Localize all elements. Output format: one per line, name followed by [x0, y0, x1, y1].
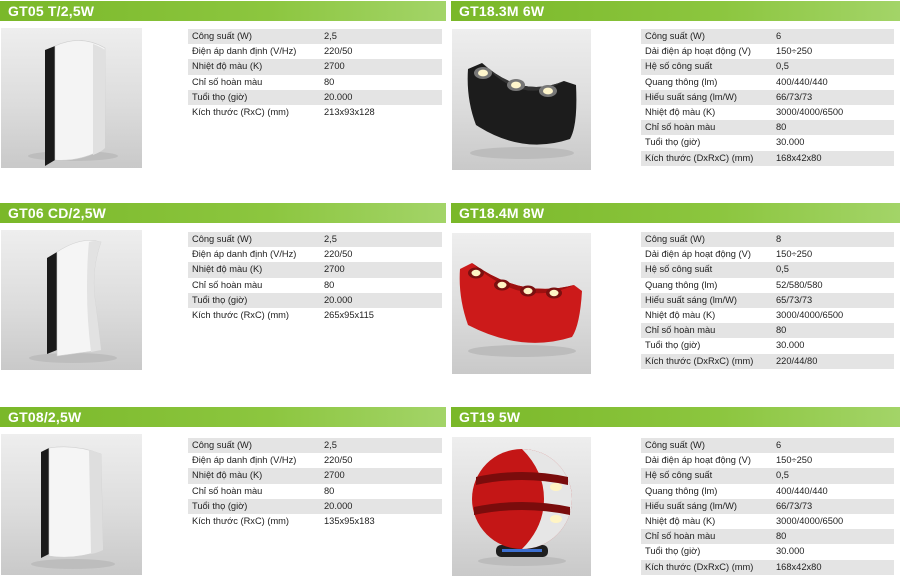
spec-row: [641, 544, 894, 559]
spec-row: [188, 75, 442, 90]
product-image-gt19: [452, 437, 591, 576]
spec-row: [188, 484, 442, 499]
spec-label: Kích thước (DxRxC) (mm): [641, 354, 772, 369]
spec-label: Chỉ số hoàn màu: [188, 484, 320, 499]
spec-value: 150÷250: [772, 44, 894, 59]
spec-row: [641, 29, 894, 44]
spec-value: 65/73/73: [772, 293, 894, 308]
spec-row: [641, 354, 894, 369]
spec-value: 400/440/440: [772, 484, 894, 499]
spec-value: 3000/4000/6500: [772, 514, 894, 529]
spec-label: Công suất (W): [641, 438, 772, 453]
product-title: GT05 T/2,5W: [8, 3, 95, 19]
spec-row: [641, 453, 894, 468]
spec-value: 220/44/80: [772, 354, 894, 369]
spec-row: [641, 105, 894, 120]
product-image-gt18-3m: [452, 29, 591, 170]
spec-label: Tuổi thọ (giờ): [641, 135, 772, 150]
product-header-gt18-3m: [451, 1, 900, 21]
spec-row: [641, 135, 894, 150]
spec-label: Hiếu suất sáng (lm/W): [641, 499, 772, 514]
spec-label: Hệ số công suất: [641, 468, 772, 483]
spec-value: 213x93x128: [320, 105, 442, 120]
spec-value: 80: [772, 120, 894, 135]
spec-row: [188, 468, 442, 483]
spec-value: 220/50: [320, 453, 442, 468]
product-image-gt06: [1, 230, 142, 370]
spec-value: 135x95x183: [320, 514, 442, 529]
spec-value: 168x42x80: [772, 151, 894, 166]
spec-label: Dải điện áp hoạt động (V): [641, 44, 772, 59]
spec-row: [188, 262, 442, 277]
spec-label: Điện áp danh định (V/Hz): [188, 44, 320, 59]
product-header-gt06: [0, 203, 446, 223]
spec-label: Nhiệt độ màu (K): [188, 262, 320, 277]
spec-value: 400/440/440: [772, 75, 894, 90]
spec-value: 168x42x80: [772, 560, 894, 575]
spec-value: 80: [320, 278, 442, 293]
spec-value: 3000/4000/6500: [772, 308, 894, 323]
spec-value: 3000/4000/6500: [772, 105, 894, 120]
spec-value: 30.000: [772, 135, 894, 150]
spec-row: [641, 90, 894, 105]
spec-label: Hệ số công suất: [641, 262, 772, 277]
spec-value: 2700: [320, 59, 442, 74]
spec-value: 20.000: [320, 293, 442, 308]
spec-label: Kích thước (DxRxC) (mm): [641, 560, 772, 575]
spec-value: 220/50: [320, 44, 442, 59]
spec-row: [188, 438, 442, 453]
spec-row: [188, 105, 442, 120]
spec-value: 30.000: [772, 544, 894, 559]
spec-label: Công suất (W): [641, 29, 772, 44]
spec-label: Kích thước (RxC) (mm): [188, 514, 320, 529]
spec-row: [188, 59, 442, 74]
spec-label: Chỉ số hoàn màu: [188, 278, 320, 293]
spec-row: [188, 453, 442, 468]
product-title: GT19 5W: [459, 409, 521, 425]
product-header-gt18-4m: [451, 203, 900, 223]
product-header-gt08: [0, 407, 446, 427]
spec-label: Kích thước (RxC) (mm): [188, 105, 320, 120]
spec-value: 80: [320, 484, 442, 499]
spec-value: 2,5: [320, 29, 442, 44]
spec-row: [188, 499, 442, 514]
spec-label: Tuổi thọ (giờ): [641, 338, 772, 353]
spec-row: [641, 151, 894, 166]
spec-label: Kích thước (RxC) (mm): [188, 308, 320, 323]
spec-value: 80: [772, 529, 894, 544]
product-title: GT06 CD/2,5W: [8, 205, 107, 221]
spec-label: Kích thước (DxRxC) (mm): [641, 151, 772, 166]
spec-value: 150÷250: [772, 453, 894, 468]
spec-table-gt18-3m: [641, 29, 894, 166]
spec-label: Chỉ số hoàn màu: [188, 75, 320, 90]
spec-row: [188, 247, 442, 262]
spec-row: [188, 293, 442, 308]
product-image-gt08: [1, 434, 142, 575]
spec-row: [641, 44, 894, 59]
spec-value: 8: [772, 232, 894, 247]
spec-value: 20.000: [320, 499, 442, 514]
spec-row: [641, 120, 894, 135]
spec-row: [641, 278, 894, 293]
spec-row: [641, 514, 894, 529]
spec-label: Hiếu suất sáng (lm/W): [641, 90, 772, 105]
spec-row: [641, 323, 894, 338]
spec-label: Nhiệt độ màu (K): [641, 308, 772, 323]
product-title: GT08/2,5W: [8, 409, 82, 425]
spec-label: Chỉ số hoàn màu: [641, 529, 772, 544]
spec-label: Dải điện áp hoạt động (V): [641, 247, 772, 262]
product-image-gt05: [1, 28, 142, 168]
spec-row: [188, 514, 442, 529]
spec-label: Điện áp danh định (V/Hz): [188, 247, 320, 262]
spec-row: [641, 529, 894, 544]
spec-label: Nhiệt độ màu (K): [641, 514, 772, 529]
spec-label: Chỉ số hoàn màu: [641, 120, 772, 135]
spec-label: Chỉ số hoàn màu: [641, 323, 772, 338]
spec-value: 220/50: [320, 247, 442, 262]
spec-row: [641, 499, 894, 514]
spec-label: Công suất (W): [188, 29, 320, 44]
spec-value: 0,5: [772, 59, 894, 74]
spec-value: 0,5: [772, 262, 894, 277]
spec-label: Hệ số công suất: [641, 59, 772, 74]
spec-row: [641, 468, 894, 483]
spec-row: [188, 308, 442, 323]
spec-value: 30.000: [772, 338, 894, 353]
spec-label: Nhiệt độ màu (K): [188, 59, 320, 74]
spec-label: Hiếu suất sáng (lm/W): [641, 293, 772, 308]
spec-value: 6: [772, 29, 894, 44]
spec-value: 20.000: [320, 90, 442, 105]
spec-value: 2,5: [320, 438, 442, 453]
spec-value: 66/73/73: [772, 499, 894, 514]
spec-row: [641, 75, 894, 90]
spec-table-gt18-4m: [641, 232, 894, 369]
spec-label: Tuổi thọ (giờ): [188, 499, 320, 514]
spec-value: 80: [320, 75, 442, 90]
spec-label: Quang thông (lm): [641, 75, 772, 90]
spec-label: Công suất (W): [188, 438, 320, 453]
spec-row: [188, 278, 442, 293]
spec-row: [641, 308, 894, 323]
spec-row: [188, 90, 442, 105]
spec-row: [641, 438, 894, 453]
spec-value: 80: [772, 323, 894, 338]
spec-value: 6: [772, 438, 894, 453]
spec-label: Tuổi thọ (giờ): [188, 293, 320, 308]
spec-row: [641, 484, 894, 499]
spec-row: [641, 293, 894, 308]
spec-label: Nhiệt độ màu (K): [188, 468, 320, 483]
spec-table-gt05: [188, 29, 442, 120]
spec-table-gt08: [188, 438, 442, 529]
spec-value: 265x95x115: [320, 308, 442, 323]
spec-label: Tuổi thọ (giờ): [641, 544, 772, 559]
spec-value: 2700: [320, 468, 442, 483]
spec-value: 52/580/580: [772, 278, 894, 293]
product-image-gt18-4m: [452, 233, 591, 374]
product-header-gt19: [451, 407, 900, 427]
spec-table-gt06: [188, 232, 442, 323]
product-title: GT18.3M 6W: [459, 3, 545, 19]
spec-label: Dải điện áp hoạt động (V): [641, 453, 772, 468]
spec-row: [188, 232, 442, 247]
spec-row: [188, 44, 442, 59]
spec-label: Nhiệt độ màu (K): [641, 105, 772, 120]
spec-row: [641, 338, 894, 353]
spec-label: Công suất (W): [188, 232, 320, 247]
product-header-gt05: [0, 1, 446, 21]
spec-table-gt19: [641, 438, 894, 575]
spec-label: Quang thông (lm): [641, 484, 772, 499]
spec-value: 150÷250: [772, 247, 894, 262]
spec-row: [641, 262, 894, 277]
spec-row: [641, 560, 894, 575]
spec-row: [188, 29, 442, 44]
spec-row: [641, 232, 894, 247]
spec-label: Công suất (W): [641, 232, 772, 247]
spec-label: Tuổi thọ (giờ): [188, 90, 320, 105]
spec-label: Quang thông (lm): [641, 278, 772, 293]
spec-value: 66/73/73: [772, 90, 894, 105]
product-title: GT18.4M 8W: [459, 205, 545, 221]
spec-label: Điện áp danh định (V/Hz): [188, 453, 320, 468]
spec-value: 2700: [320, 262, 442, 277]
spec-value: 2,5: [320, 232, 442, 247]
spec-row: [641, 247, 894, 262]
spec-value: 0,5: [772, 468, 894, 483]
spec-row: [641, 59, 894, 74]
